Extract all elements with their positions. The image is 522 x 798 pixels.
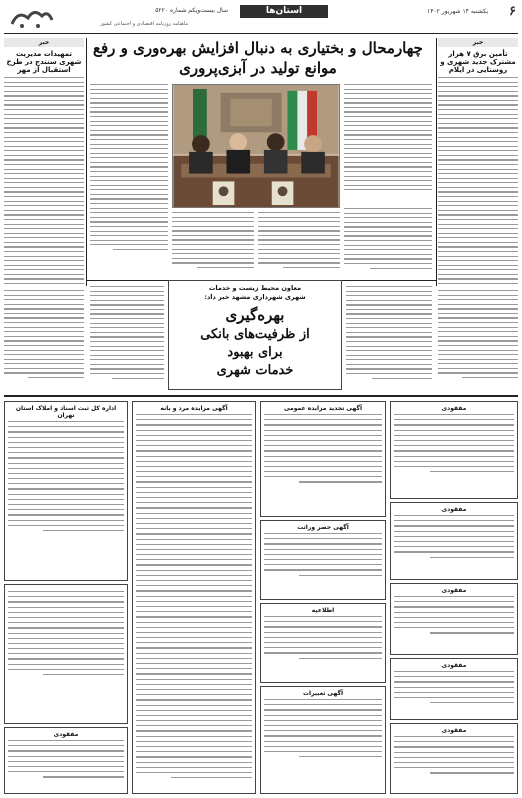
ad-title: مفقودی	[441, 587, 467, 594]
second-story-box	[168, 280, 342, 390]
ad-title: مفقودی	[441, 506, 467, 513]
ad-title: اطلاعیه	[311, 607, 335, 614]
right-column-tag: خبر	[438, 38, 518, 47]
ad-title: مفقودی	[441, 727, 467, 734]
second-story-kicker-1: معاون محیط زیست و خدمات	[208, 284, 302, 292]
newspaper-logo	[8, 4, 56, 32]
ad-lost-3	[390, 583, 518, 655]
second-story-kicker-2: شهری شهرداری مشهد خبر داد:	[204, 293, 306, 301]
ad-title: اداره کل ثبت اسناد و املاک استان تهران	[15, 405, 117, 419]
right-news-column	[438, 38, 518, 286]
ad-title: آگهی تغییرات	[302, 690, 344, 697]
ad-auction-bane	[132, 401, 256, 794]
ad-title: آگهی تجدید مزایده عمومی	[283, 405, 363, 412]
right-column-title: تأمین برق ۷ هزار مشترک جدید شهری و روستایی در ایلام	[440, 50, 516, 74]
ad-auction-renewal	[260, 401, 386, 517]
header-rule	[4, 33, 518, 34]
ad-changes	[260, 686, 386, 794]
ad-registry-tehran	[4, 401, 128, 581]
main-story-under-photo-right	[258, 212, 340, 276]
ad-lost-2	[390, 502, 518, 580]
second-story-text-left	[90, 286, 164, 390]
section-title: استان‌ها	[240, 5, 328, 18]
right-column-lower	[438, 290, 518, 390]
second-story-headline-4: خدمات شهری	[216, 363, 294, 378]
issue-number: سال بیست‌ویکم شماره ۵۲۲۰	[155, 7, 228, 14]
left-column-body	[4, 77, 84, 286]
meeting-photo	[172, 84, 340, 208]
ad-title: مفقودی	[441, 662, 467, 669]
left-news-column	[4, 38, 84, 286]
second-story-headline-1: بهره‌گیری	[225, 306, 285, 324]
ad-inheritance	[260, 520, 386, 600]
second-story-headline-2: از ظرفیت‌های بانکی	[200, 327, 310, 342]
main-story-col-right-bottom	[344, 208, 432, 278]
ad-lost-6	[4, 727, 128, 794]
second-story-text-right	[346, 286, 432, 390]
ad-notice	[260, 603, 386, 683]
ad-registry-2	[4, 584, 128, 724]
left-column-tag: خبر	[4, 38, 84, 47]
ad-lost-1	[390, 401, 518, 499]
ad-title: آگهی حصر وراثت	[297, 524, 349, 531]
main-headline: چهارمحال و بختیاری به دنبال افزایش بهره‌وری و رفع موانع تولید در آبزی‌پروری	[93, 39, 423, 77]
ad-title: مفقودی	[53, 731, 79, 738]
main-story-under-photo-left	[172, 212, 254, 276]
ad-title: مفقودی	[441, 405, 467, 412]
ad-lost-5	[390, 723, 518, 794]
page-number: ۶	[509, 4, 516, 19]
left-column-lower	[4, 290, 84, 390]
page-header	[4, 4, 518, 34]
header-subtitle: ماهنامه روزنامه اقتصادی و اجتماعی کشور	[100, 21, 188, 27]
right-column-body	[438, 77, 518, 286]
second-story-headline-3: برای بهبود	[227, 345, 283, 360]
issue-date: یکشنبه ۱۴ شهریور ۱۴۰۲	[426, 8, 488, 15]
main-story-col-left	[90, 84, 168, 274]
left-column-title: تمهیدات مدیریت شهری سنندج در طرح استقبال از مهر	[6, 50, 82, 74]
main-story-col-right-top	[344, 84, 432, 204]
ad-title: آگهی مزایده مرد و بانه	[160, 405, 228, 412]
ad-lost-4	[390, 658, 518, 720]
